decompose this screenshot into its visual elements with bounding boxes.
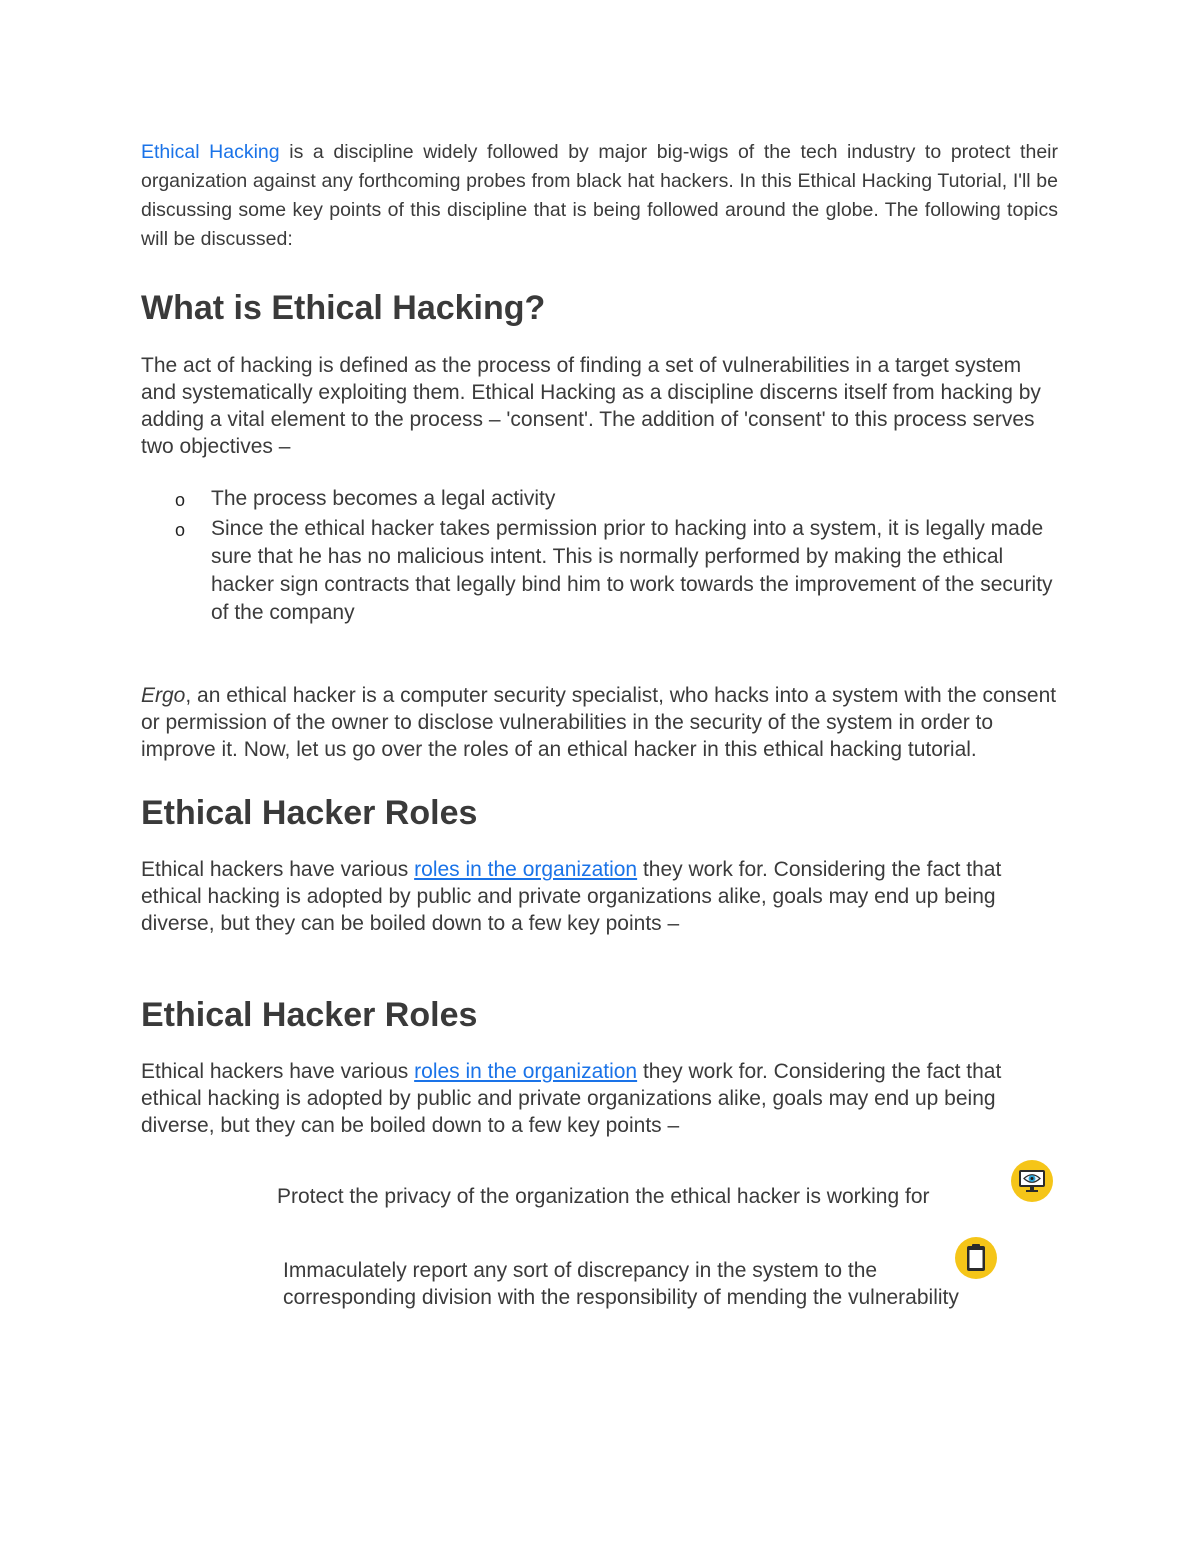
section-heading-roles-repeat: Ethical Hacker Roles	[141, 996, 478, 1034]
ethical-hacking-link[interactable]: Ethical Hacking	[141, 141, 280, 163]
ergo-paragraph	[141, 682, 1058, 763]
roles-text-after: they work for. Considering the fact that ethical hacking is adopted by public and private organizations alike, goals may end up being diverse, but they can be boiled down to a few key points –	[141, 858, 1002, 935]
list-item-text: The process becomes a legal activity	[211, 487, 556, 510]
ergo-text: , an ethical hacker is a computer security specialist, who hacks into a system with the consent or permission of the owner to disclose vulnerabilities in the security of the system in order to improve it. Now, let us go over the roles of an ethical hacker in this ethical hacking tutorial.	[141, 684, 1057, 761]
roles-paragraph-repeat	[141, 1058, 1058, 1139]
roles-paragraph	[141, 856, 1058, 937]
list-item	[141, 515, 1058, 627]
definition-paragraph: The act of hacking is defined as the process of finding a set of vulnerabilities in a target system and systematically exploiting them. Ethical Hacking as a discipline discerns itself from hacking by adding a vital element to the process – 'consent'. The addition of 'consent' to this process serves two objectives –	[141, 354, 1041, 458]
list-item	[141, 485, 1058, 513]
objectives-list	[141, 485, 1058, 627]
intro-paragraph	[141, 138, 1058, 254]
roles-in-organization-link[interactable]: roles in the organization	[414, 1060, 638, 1083]
role-item-report-line2: corresponding division with the responsibility of mending the vulnerability	[283, 1286, 959, 1309]
roles-in-organization-link[interactable]: roles in the organization	[414, 858, 638, 881]
bullet-marker: o	[175, 490, 186, 510]
list-item-text: Since the ethical hacker takes permission prior to hacking into a system, it is legally made sure that he has no malicious intent. This is normally performed by making the ethical hacker sign contracts that legally bind him to work towards the improvement of the security of the company	[211, 517, 1053, 624]
document-page	[141, 138, 1058, 1139]
section-heading-roles: Ethical Hacker Roles	[141, 794, 478, 832]
intro-text: is a discipline widely followed by major big-wigs of the tech industry to protect their organization against any forthcoming probes from black hat hackers. In this Ethical Hacking Tutorial, I'll be discussing some key points of this discipline that is being followed around the globe. The following topics will be discussed:	[141, 141, 1058, 250]
clipboard-icon	[955, 1237, 997, 1279]
role-item-report-line1: Immaculately report any sort of discrepancy in the system to the	[283, 1259, 878, 1282]
bullet-marker: o	[175, 520, 186, 540]
ergo-italic: Ergo	[141, 684, 186, 707]
roles-text-before: Ethical hackers have various	[141, 1060, 415, 1083]
eye-monitor-icon	[1011, 1160, 1053, 1202]
section-heading-what-is: What is Ethical Hacking?	[141, 289, 546, 327]
role-item-privacy: Protect the privacy of the organization the ethical hacker is working for	[277, 1185, 930, 1208]
roles-text-after: they work for. Considering the fact that ethical hacking is adopted by public and private organizations alike, goals may end up being diverse, but they can be boiled down to a few key points –	[141, 1060, 1002, 1137]
roles-text-before: Ethical hackers have various	[141, 858, 415, 881]
